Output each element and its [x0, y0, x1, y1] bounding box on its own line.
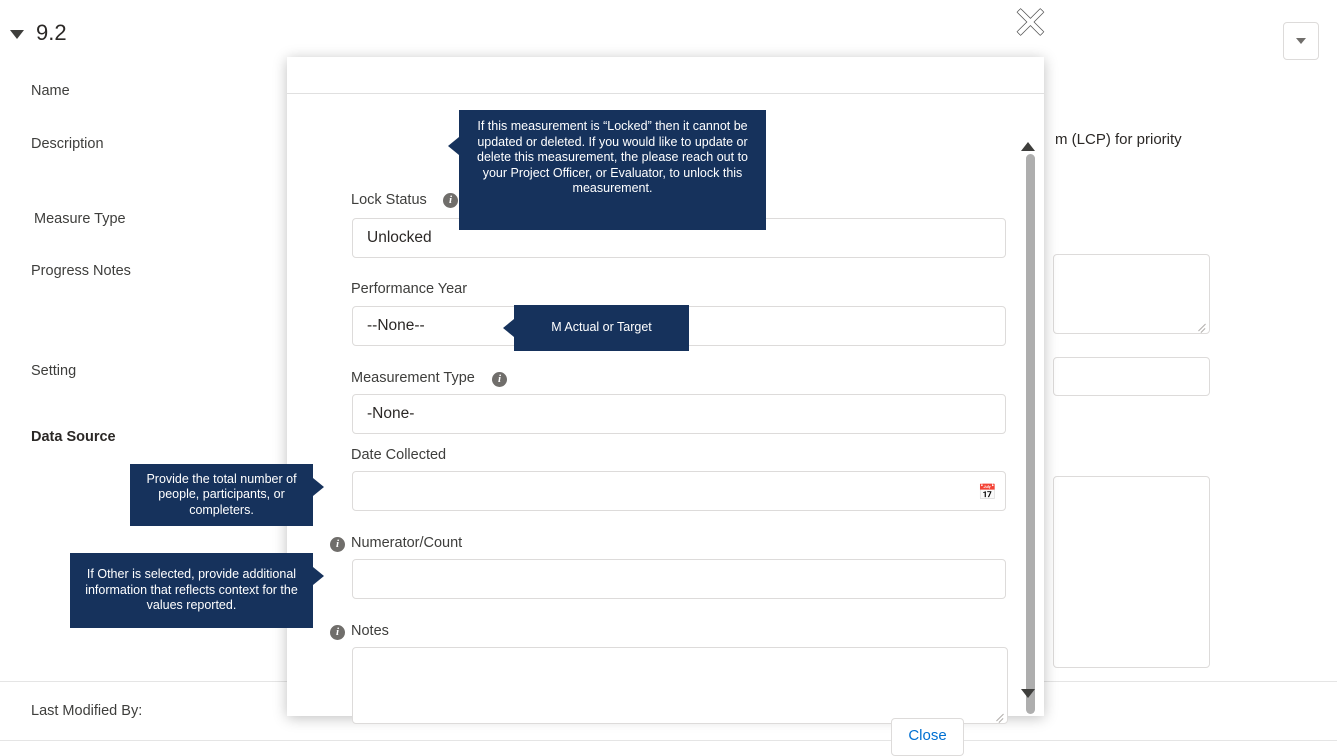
label-notes: Notes — [351, 623, 389, 639]
numerator-count-input[interactable] — [352, 559, 1006, 599]
label-lock-status: Lock Status — [351, 192, 427, 208]
field-label-name: Name — [31, 83, 70, 99]
modal-header — [287, 57, 1044, 94]
tooltip-lock-status — [459, 110, 766, 230]
tooltip-arrow-icon — [503, 319, 514, 337]
measurement-type-select[interactable]: -None- — [352, 394, 1006, 434]
tooltip-notes-text: If Other is selected, provide additional information that reflects context for the values reported. — [85, 567, 298, 613]
label-measurement-type: Measurement Type — [351, 370, 475, 386]
scroll-down-arrow[interactable] — [1021, 689, 1035, 698]
resize-handle-icon[interactable] — [995, 711, 1005, 721]
tooltip-arrow-icon — [448, 137, 459, 155]
lock-status-input[interactable]: Unlocked — [352, 218, 1006, 258]
tooltip-measurement-type-text: M Actual or Target — [551, 320, 652, 335]
numerator-count-info-icon[interactable]: i — [330, 537, 345, 552]
field-label-setting: Setting — [31, 363, 77, 379]
section-number: 9.2 — [36, 20, 67, 45]
field-label-progress-notes: Progress Notes — [31, 263, 131, 279]
label-numerator-count: Numerator/Count — [351, 535, 463, 551]
tooltip-numerator-count — [130, 464, 313, 526]
modal-scrollbar-track[interactable] — [1024, 154, 1036, 686]
measurement-type-info-icon[interactable]: i — [492, 372, 507, 387]
field-label-last-modified-by: Last Modified By: — [31, 703, 143, 719]
performance-year-select[interactable]: --None-- — [352, 306, 1006, 346]
lock-status-info-icon[interactable]: i — [443, 193, 458, 208]
scroll-up-arrow[interactable] — [1021, 142, 1035, 151]
tooltip-arrow-icon — [313, 567, 324, 585]
close-icon[interactable]: ✕ — [1012, 0, 1049, 48]
tooltip-lock-status-text: If this measurement is “Locked” then it cannot be updated or deleted. If you would like to update or delete this measurement, the please reach out to your Project Officer, or Evaluator, to unlock this measurement. — [477, 119, 748, 195]
tooltip-notes — [70, 553, 313, 628]
label-performance-year: Performance Year — [351, 281, 468, 297]
date-collected-input[interactable] — [352, 471, 1006, 511]
notes-info-icon[interactable]: i — [330, 625, 345, 640]
field-label-description: Description — [31, 136, 104, 152]
tooltip-numerator-count-text: Provide the total number of people, participants, or completers. — [146, 471, 297, 517]
field-label-measure-type: Measure Type — [34, 211, 126, 227]
tooltip-measurement-type — [514, 305, 689, 351]
description-value: m (LCP) for priority — [1055, 131, 1182, 148]
close-button[interactable]: Close — [891, 718, 964, 756]
calendar-icon[interactable]: 📅 — [978, 484, 997, 501]
modal-scrollbar-thumb[interactable] — [1026, 154, 1035, 714]
label-date-collected: Date Collected — [351, 447, 447, 463]
notes-textarea[interactable] — [352, 647, 1008, 724]
tooltip-arrow-icon — [313, 478, 324, 496]
field-label-data-source: Data Source — [31, 429, 116, 445]
